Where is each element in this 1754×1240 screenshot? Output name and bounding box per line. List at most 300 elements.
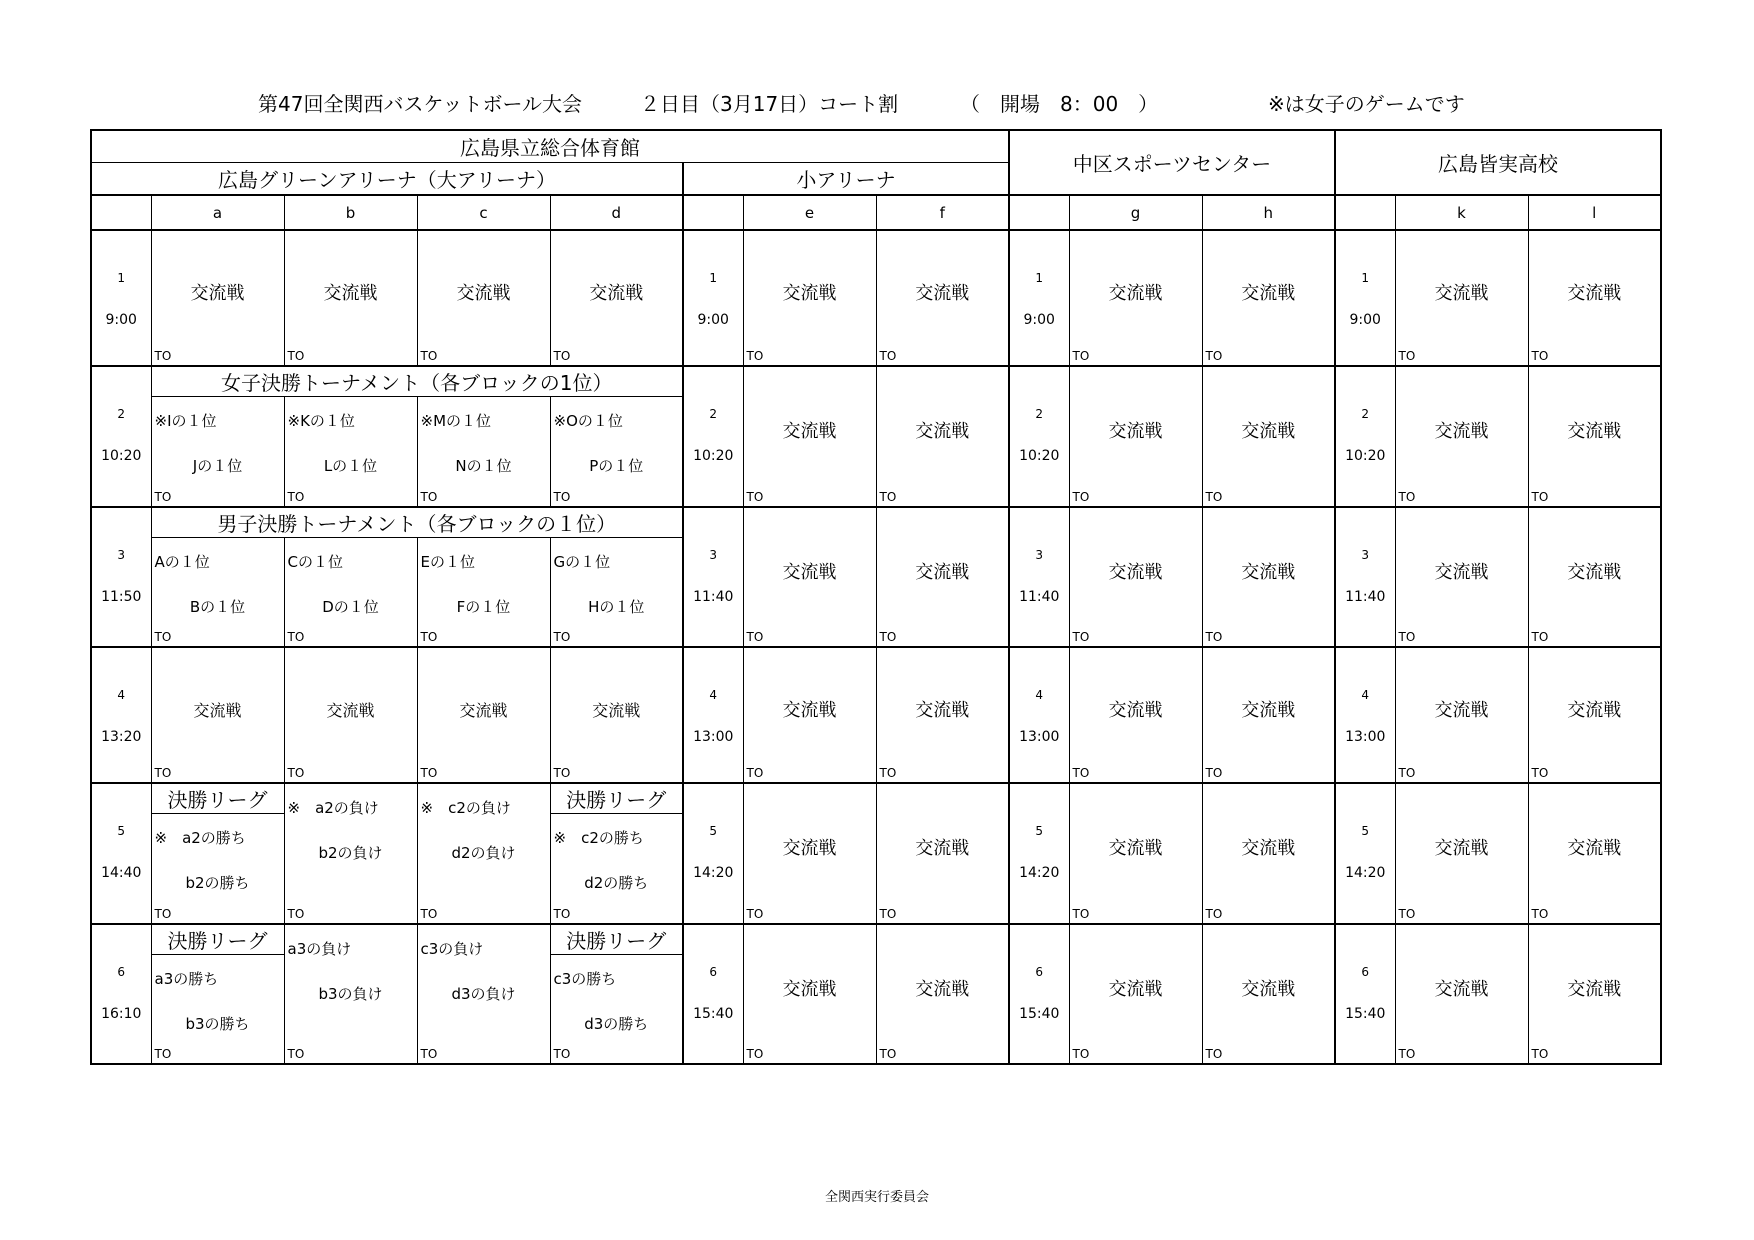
game-label: 交流戦 [1108, 978, 1163, 1000]
match-team-2: Hの１位 [588, 597, 645, 616]
to-label: TO [553, 630, 571, 644]
court-header: b [284, 195, 417, 230]
match-team-2: Pの１位 [589, 457, 644, 475]
slot-number: 3 [709, 547, 718, 562]
to-label: TO [1205, 349, 1223, 363]
slot-start-time: 10:20 [1345, 448, 1386, 464]
game-cell [876, 366, 1009, 507]
game-label: 交流戦 [459, 701, 508, 720]
to-label: TO [1531, 1047, 1549, 1061]
game-cell [550, 647, 683, 783]
to-label: TO [154, 906, 172, 921]
to-label: TO [420, 489, 438, 504]
game-cell [1069, 783, 1202, 924]
slot-time [1335, 507, 1395, 648]
match-cell [417, 397, 550, 507]
slot-start-time: 10:20 [693, 448, 734, 464]
match-team-1: a3の勝ち [154, 969, 219, 988]
slot-number: 4 [1361, 688, 1370, 702]
slot-time [1009, 507, 1069, 648]
game-label: 交流戦 [1108, 561, 1163, 583]
match-team-2: d2の勝ち [584, 874, 649, 892]
event-title: 第47回全関西バスケットボール大会 [258, 92, 583, 116]
to-label: TO [1531, 489, 1549, 504]
venue-naka: 中区スポーツセンター [1009, 130, 1335, 195]
slot-start-time: 14:20 [1345, 865, 1386, 881]
court-header: e [743, 195, 876, 230]
slot-number: 2 [709, 407, 718, 421]
game-cell [284, 647, 417, 783]
time-col-header [91, 195, 151, 230]
venue-main: 広島県立総合体育館 [91, 130, 1009, 163]
to-label: TO [154, 489, 172, 504]
game-cell [743, 924, 876, 1065]
match-cell [284, 537, 417, 647]
to-label: TO [1398, 630, 1416, 644]
slot-number: 4 [709, 688, 718, 702]
slot-start-time: 15:40 [1345, 1005, 1386, 1022]
time-col-header [1335, 195, 1395, 230]
game-label: 交流戦 [1434, 561, 1489, 583]
match-team-2: b2の負け [318, 844, 383, 862]
slot-number: 3 [1035, 547, 1044, 562]
slot-time [683, 366, 743, 507]
court-header: h [1202, 195, 1335, 230]
game-label: 交流戦 [915, 283, 970, 304]
match-cell [284, 924, 417, 1065]
game-cell [417, 647, 550, 783]
game-cell [1202, 647, 1335, 783]
venue-minasane: 広島皆実高校 [1335, 130, 1661, 195]
game-label: 交流戦 [915, 978, 970, 1000]
game-cell [1069, 647, 1202, 783]
game-label: 交流戦 [326, 701, 375, 720]
slot-number: 6 [1035, 964, 1044, 979]
league-header: 決勝リーグ [151, 924, 284, 955]
match-team-2: b3の負け [318, 984, 383, 1003]
footer-organizer: 全関西実行委員会 [824, 1190, 929, 1205]
league-header: 決勝リーグ [151, 783, 284, 814]
court-header: c [417, 195, 550, 230]
slot-start-time: 9:00 [697, 312, 729, 328]
game-cell [1528, 647, 1661, 783]
game-label: 交流戦 [1108, 421, 1163, 443]
match-cell [284, 397, 417, 507]
game-label: 交流戦 [915, 700, 970, 721]
game-label: 交流戦 [782, 421, 837, 443]
game-label: 交流戦 [1567, 838, 1622, 860]
slot-time [1335, 924, 1395, 1065]
match-team-1: Cの１位 [287, 552, 343, 571]
game-cell [1395, 507, 1528, 648]
game-label: 交流戦 [1241, 561, 1296, 583]
match-team-2: b2の勝ち [185, 874, 250, 892]
to-label: TO [746, 349, 764, 363]
slot-time [1009, 783, 1069, 924]
slot-start-time: 15:40 [1019, 1005, 1060, 1022]
game-cell [743, 366, 876, 507]
slot-time [1335, 783, 1395, 924]
to-label: TO [287, 1047, 305, 1061]
game-cell [876, 783, 1009, 924]
match-cell [550, 537, 683, 647]
match-team-2: Dの１位 [322, 597, 379, 616]
to-label: TO [420, 1047, 438, 1061]
slot-number: 5 [117, 824, 126, 838]
slot-number: 2 [117, 407, 126, 421]
game-label: 交流戦 [1434, 838, 1489, 860]
game-cell [876, 924, 1009, 1065]
match-team-1: ※Iの１位 [154, 412, 217, 430]
game-label: 交流戦 [1108, 283, 1163, 304]
to-label: TO [154, 1047, 172, 1061]
slot-number: 2 [1035, 407, 1044, 421]
match-team-1: ※ a2の負け [287, 799, 379, 817]
to-label: TO [287, 489, 305, 504]
slot-start-time: 14:20 [693, 865, 734, 881]
match-team-1: ※Kの１位 [287, 412, 355, 430]
to-label: TO [1205, 1047, 1223, 1061]
slot-time [1009, 366, 1069, 507]
game-label: 交流戦 [1567, 283, 1622, 304]
slot-number: 4 [1035, 688, 1044, 702]
slot-time [91, 230, 151, 366]
match-team-1: ※ a2の勝ち [154, 829, 246, 847]
game-cell [876, 647, 1009, 783]
match-cell [417, 537, 550, 647]
to-label: TO [1205, 489, 1223, 504]
slot-number: 2 [1361, 407, 1370, 421]
to-label: TO [287, 630, 305, 644]
game-label: 交流戦 [323, 283, 378, 304]
league-header: 決勝リーグ [550, 924, 683, 955]
game-cell [284, 230, 417, 366]
slot-time [1009, 924, 1069, 1065]
venue-big-arena: 広島グリーンアリーナ（大アリーナ） [91, 163, 683, 196]
game-cell [1395, 366, 1528, 507]
slot-number: 1 [117, 271, 126, 285]
game-label: 交流戦 [1434, 700, 1489, 721]
day-label: ２日目（3月17日）コート割 [640, 92, 899, 116]
to-label: TO [553, 906, 571, 921]
match-team-2: Jの１位 [192, 457, 243, 475]
to-label: TO [553, 1047, 571, 1061]
slot-start-time: 9:00 [1023, 312, 1055, 328]
game-cell [743, 230, 876, 366]
venue-small-arena: 小アリーナ [683, 163, 1009, 196]
slot-time [1009, 647, 1069, 783]
court-header: d [550, 195, 683, 230]
slot-number: 3 [117, 547, 126, 562]
slot-start-time: 14:40 [101, 865, 142, 881]
match-cell [284, 783, 417, 924]
slot-time [1335, 366, 1395, 507]
slot-number: 1 [1361, 271, 1370, 285]
to-label: TO [1398, 489, 1416, 504]
to-label: TO [1205, 906, 1223, 921]
game-label: 交流戦 [1567, 561, 1622, 583]
game-cell [1069, 507, 1202, 648]
page-title [0, 88, 1754, 118]
game-label: 交流戦 [592, 701, 641, 720]
slot-start-time: 10:20 [1019, 448, 1060, 464]
slot-time [683, 924, 743, 1065]
game-label: 交流戦 [1241, 978, 1296, 1000]
to-label: TO [420, 906, 438, 921]
legend-note: ※は女子のゲームです [1268, 92, 1465, 116]
game-label: 交流戦 [782, 978, 837, 1000]
game-label: 交流戦 [1567, 700, 1622, 721]
time-col-header [1009, 195, 1069, 230]
to-label: TO [1072, 1047, 1090, 1061]
match-team-2: d3の勝ち [584, 1014, 649, 1033]
to-label: TO [1398, 906, 1416, 921]
game-cell [1069, 924, 1202, 1065]
match-cell [151, 397, 284, 507]
slot-start-time: 11:50 [101, 588, 142, 605]
game-cell [1528, 366, 1661, 507]
match-team-2: d3の負け [451, 984, 516, 1003]
bracket-header: 女子決勝トーナメント（各ブロックの1位） [151, 366, 683, 397]
to-label: TO [1531, 349, 1549, 363]
game-label: 交流戦 [1434, 978, 1489, 1000]
to-label: TO [420, 630, 438, 644]
to-label: TO [1072, 906, 1090, 921]
to-label: TO [1072, 489, 1090, 504]
game-cell [1202, 924, 1335, 1065]
game-label: 交流戦 [1434, 283, 1489, 304]
slot-time [683, 783, 743, 924]
to-label: TO [879, 349, 897, 363]
slot-time [91, 924, 151, 1065]
game-cell [1069, 230, 1202, 366]
slot-time [683, 507, 743, 648]
game-label: 交流戦 [1241, 283, 1296, 304]
to-label: TO [879, 1047, 897, 1061]
match-cell [151, 954, 284, 1064]
match-team-2: b3の勝ち [185, 1014, 250, 1033]
match-cell [550, 397, 683, 507]
to-label: TO [1398, 1047, 1416, 1061]
court-header: g [1069, 195, 1202, 230]
slot-time [1335, 647, 1395, 783]
slot-number: 5 [1361, 824, 1370, 838]
slot-start-time: 13:20 [101, 729, 142, 745]
to-label: TO [746, 489, 764, 504]
match-cell [550, 814, 683, 924]
to-label: TO [879, 906, 897, 921]
game-label: 交流戦 [193, 701, 242, 720]
game-cell [743, 647, 876, 783]
slot-start-time: 9:00 [1349, 312, 1381, 328]
slot-start-time: 14:20 [1019, 865, 1060, 881]
slot-number: 1 [709, 271, 718, 285]
to-label: TO [1072, 766, 1090, 780]
match-team-1: c3の負け [420, 939, 484, 958]
to-label: TO [553, 489, 571, 504]
game-label: 交流戦 [1567, 421, 1622, 443]
slot-start-time: 13:00 [1019, 729, 1060, 745]
slot-start-time: 15:40 [693, 1005, 734, 1022]
game-label: 交流戦 [915, 838, 970, 860]
to-label: TO [879, 489, 897, 504]
match-team-2: Lの１位 [323, 457, 378, 475]
game-cell [743, 783, 876, 924]
to-label: TO [1531, 906, 1549, 921]
game-cell [1202, 507, 1335, 648]
slot-time [91, 783, 151, 924]
match-cell [550, 954, 683, 1064]
to-label: TO [1072, 630, 1090, 644]
match-team-1: Aの１位 [154, 552, 210, 571]
game-cell [1528, 783, 1661, 924]
match-cell [151, 814, 284, 924]
time-col-header [683, 195, 743, 230]
to-label: TO [420, 349, 438, 363]
game-cell [1395, 230, 1528, 366]
court-schedule-table [90, 129, 1662, 1065]
match-team-1: ※ c2の勝ち [553, 829, 644, 847]
match-team-2: d2の負け [451, 844, 516, 862]
game-label: 交流戦 [782, 561, 837, 583]
to-label: TO [1398, 349, 1416, 363]
to-label: TO [553, 349, 571, 363]
to-label: TO [746, 630, 764, 644]
game-cell [151, 230, 284, 366]
slot-time [91, 366, 151, 507]
match-team-2: Nの１位 [455, 457, 512, 475]
slot-number: 1 [1035, 271, 1044, 285]
to-label: TO [1398, 766, 1416, 780]
match-cell [417, 924, 550, 1065]
to-label: TO [1531, 630, 1549, 644]
game-label: 交流戦 [782, 283, 837, 304]
slot-start-time: 9:00 [105, 312, 137, 328]
game-label: 交流戦 [1434, 421, 1489, 443]
match-team-1: ※Mの１位 [420, 412, 492, 430]
game-cell [1395, 783, 1528, 924]
slot-start-time: 13:00 [693, 729, 734, 745]
slot-start-time: 11:40 [1345, 588, 1386, 605]
game-label: 交流戦 [782, 700, 837, 721]
slot-time [91, 507, 151, 648]
slot-time [1009, 230, 1069, 366]
game-label: 交流戦 [456, 283, 511, 304]
to-label: TO [1531, 766, 1549, 780]
to-label: TO [154, 766, 172, 780]
bracket-header: 男子決勝トーナメント（各ブロックの１位） [151, 507, 683, 538]
to-label: TO [746, 766, 764, 780]
to-label: TO [1205, 766, 1223, 780]
game-label: 交流戦 [782, 838, 837, 860]
game-label: 交流戦 [1108, 700, 1163, 721]
slot-start-time: 16:10 [101, 1005, 142, 1022]
slot-number: 6 [117, 964, 126, 979]
to-label: TO [879, 630, 897, 644]
to-label: TO [287, 349, 305, 363]
to-label: TO [287, 906, 305, 921]
match-team-2: Fの１位 [456, 597, 511, 616]
slot-number: 4 [117, 688, 126, 702]
to-label: TO [420, 766, 438, 780]
game-label: 交流戦 [1241, 838, 1296, 860]
slot-number: 5 [709, 824, 718, 838]
game-label: 交流戦 [1567, 978, 1622, 1000]
game-label: 交流戦 [1241, 421, 1296, 443]
game-cell [1202, 230, 1335, 366]
game-cell [876, 230, 1009, 366]
game-label: 交流戦 [915, 561, 970, 583]
slot-time [91, 647, 151, 783]
slot-time [683, 647, 743, 783]
game-cell [1202, 783, 1335, 924]
game-label: 交流戦 [1108, 838, 1163, 860]
court-header: k [1395, 195, 1528, 230]
court-header: a [151, 195, 284, 230]
game-cell [1528, 924, 1661, 1065]
game-cell [1395, 924, 1528, 1065]
game-cell [1069, 366, 1202, 507]
game-cell [151, 647, 284, 783]
game-cell [417, 230, 550, 366]
to-label: TO [879, 766, 897, 780]
match-team-1: c3の勝ち [553, 969, 617, 988]
slot-number: 5 [1035, 824, 1044, 838]
slot-number: 6 [1361, 964, 1370, 979]
game-cell [743, 507, 876, 648]
to-label: TO [154, 349, 172, 363]
slot-start-time: 13:00 [1345, 729, 1386, 745]
to-label: TO [1205, 630, 1223, 644]
to-label: TO [1072, 349, 1090, 363]
to-label: TO [746, 906, 764, 921]
slot-start-time: 11:40 [693, 588, 734, 605]
match-team-1: Gの１位 [553, 552, 611, 571]
game-label: 交流戦 [915, 421, 970, 443]
match-cell [151, 537, 284, 647]
slot-start-time: 10:20 [101, 448, 142, 464]
game-cell [1395, 647, 1528, 783]
game-cell [550, 230, 683, 366]
league-header: 決勝リーグ [550, 783, 683, 814]
open-time: （ 開場 8：00 ） [960, 92, 1159, 116]
to-label: TO [154, 630, 172, 644]
game-label: 交流戦 [1241, 700, 1296, 721]
court-header: f [876, 195, 1009, 230]
slot-start-time: 11:40 [1019, 588, 1060, 605]
to-label: TO [553, 766, 571, 780]
game-cell [1528, 507, 1661, 648]
game-cell [1202, 366, 1335, 507]
slot-time [683, 230, 743, 366]
game-label: 交流戦 [190, 283, 245, 304]
game-cell [1528, 230, 1661, 366]
slot-time [1335, 230, 1395, 366]
slot-number: 6 [709, 964, 718, 979]
match-cell [417, 783, 550, 924]
match-team-1: ※Oの１位 [553, 412, 623, 430]
game-cell [876, 507, 1009, 648]
match-team-1: a3の負け [287, 939, 352, 958]
match-team-1: Eの１位 [420, 552, 475, 571]
court-header: l [1528, 195, 1661, 230]
to-label: TO [287, 766, 305, 780]
to-label: TO [746, 1047, 764, 1061]
match-team-1: ※ c2の負け [420, 799, 511, 817]
game-label: 交流戦 [589, 283, 644, 304]
slot-number: 3 [1361, 547, 1370, 562]
match-team-2: Bの１位 [189, 597, 246, 616]
